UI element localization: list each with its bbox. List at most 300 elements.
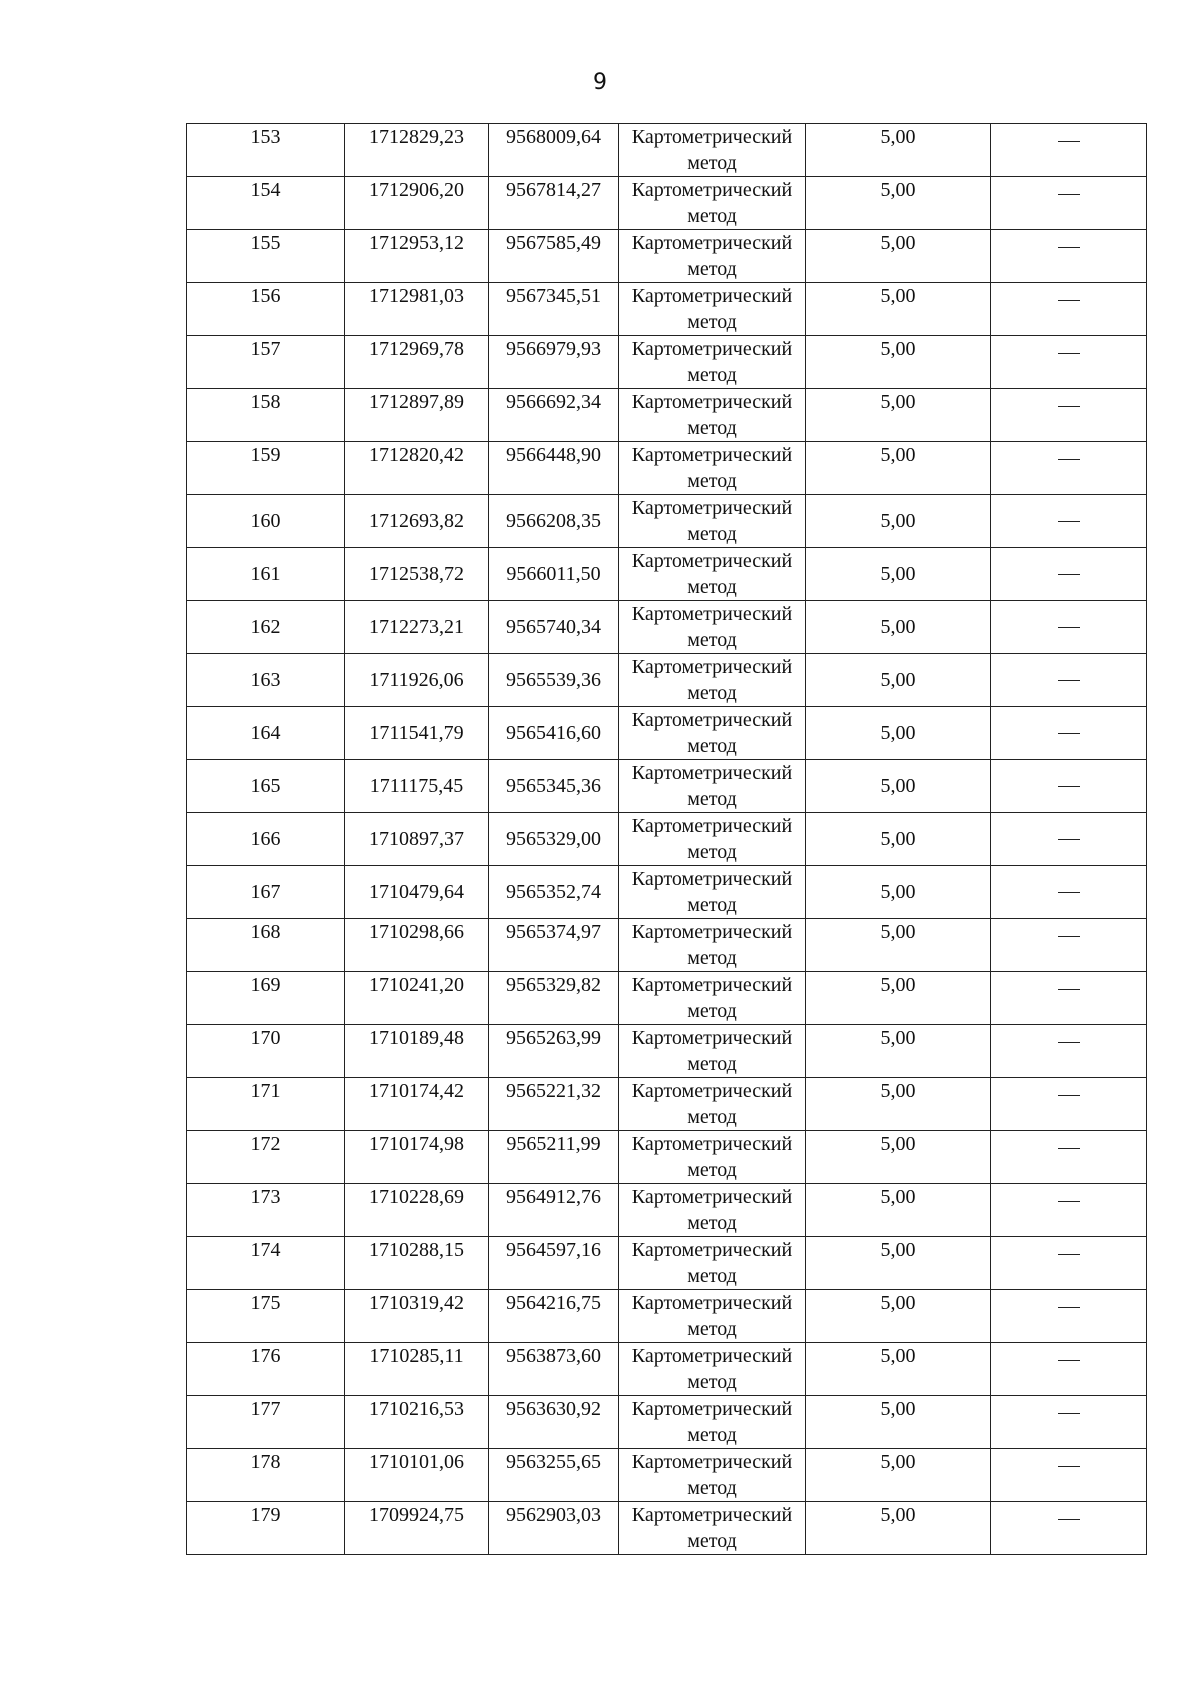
- dash-mark: [1058, 839, 1080, 840]
- cell-y-coordinate-text: 9567345,51: [506, 285, 601, 307]
- cell-point-number: [187, 230, 345, 283]
- cell-y-coordinate-text: 9565740,34: [506, 616, 601, 638]
- cell-y-coordinate-text: 9564216,75: [506, 1292, 601, 1314]
- cell-y-coordinate-text: 9565263,99: [506, 1027, 601, 1049]
- cell-note: [991, 972, 1147, 1025]
- cell-x-coordinate: [345, 1237, 489, 1290]
- method-line: Картометрический: [631, 1186, 793, 1208]
- cell-method: [619, 548, 806, 601]
- table-row: [187, 919, 1147, 972]
- method-line: Картометрический: [631, 1398, 793, 1420]
- method-line: метод: [687, 1212, 737, 1234]
- cell-accuracy: [806, 442, 991, 495]
- cell-accuracy-text: 5,00: [880, 828, 916, 850]
- cell-y-coordinate: [489, 1343, 619, 1396]
- dash-mark: [1058, 459, 1080, 460]
- cell-note: [991, 813, 1147, 866]
- cell-y-coordinate-text: 9568009,64: [506, 126, 601, 148]
- table-row: [187, 760, 1147, 813]
- cell-y-coordinate-text: 9565221,32: [506, 1080, 601, 1102]
- method-line: метод: [687, 1371, 737, 1393]
- page-number: 9: [593, 70, 607, 95]
- cell-accuracy: [806, 548, 991, 601]
- cell-point-number-text: 170: [250, 1027, 281, 1049]
- dash-mark: [1058, 1413, 1080, 1414]
- cell-method: [619, 177, 806, 230]
- cell-accuracy-text: 5,00: [880, 616, 916, 638]
- cell-method: [619, 654, 806, 707]
- cell-point-number-text: 154: [250, 179, 281, 201]
- cell-y-coordinate: [489, 919, 619, 972]
- dash-mark: [1058, 989, 1080, 990]
- cell-x-coordinate: [345, 389, 489, 442]
- table-row: [187, 177, 1147, 230]
- cell-x-coordinate: [345, 1502, 489, 1555]
- table-row: [187, 1290, 1147, 1343]
- method-line: Картометрический: [631, 1239, 793, 1261]
- cell-point-number: [187, 1237, 345, 1290]
- method-line: метод: [687, 788, 737, 810]
- cell-note: [991, 389, 1147, 442]
- cell-y-coordinate-text: 9565211,99: [506, 1133, 601, 1155]
- method-line: Картометрический: [631, 921, 793, 943]
- method-line: метод: [687, 1106, 737, 1128]
- cell-x-coordinate-text: 1710101,06: [369, 1451, 464, 1473]
- cell-x-coordinate: [345, 548, 489, 601]
- cell-accuracy: [806, 177, 991, 230]
- method-line: Картометрический: [631, 868, 793, 890]
- cell-y-coordinate: [489, 1290, 619, 1343]
- dash-mark: [1058, 353, 1080, 354]
- cell-x-coordinate-text: 1710319,42: [369, 1292, 464, 1314]
- method-line: Картометрический: [631, 338, 793, 360]
- cell-point-number: [187, 548, 345, 601]
- cell-point-number-text: 177: [250, 1398, 281, 1420]
- cell-method: [619, 1184, 806, 1237]
- cell-accuracy-text: 5,00: [880, 1451, 916, 1473]
- cell-x-coordinate: [345, 124, 489, 177]
- cell-x-coordinate: [345, 813, 489, 866]
- cell-point-number-text: 155: [250, 232, 281, 254]
- cell-point-number: [187, 972, 345, 1025]
- dash-mark: [1058, 141, 1080, 142]
- cell-y-coordinate: [489, 1131, 619, 1184]
- method-line: Картометрический: [631, 444, 793, 466]
- cell-point-number-text: 161: [250, 563, 281, 585]
- cell-accuracy-text: 5,00: [880, 974, 916, 996]
- table-row: [187, 1184, 1147, 1237]
- cell-point-number-text: 173: [250, 1186, 281, 1208]
- cell-point-number-text: 159: [250, 444, 281, 466]
- cell-point-number: [187, 919, 345, 972]
- cell-method: [619, 1396, 806, 1449]
- cell-accuracy: [806, 601, 991, 654]
- cell-accuracy-text: 5,00: [880, 1186, 916, 1208]
- cell-note: [991, 548, 1147, 601]
- cell-point-number-text: 162: [250, 616, 281, 638]
- cell-point-number: [187, 177, 345, 230]
- cell-x-coordinate: [345, 336, 489, 389]
- method-line: метод: [687, 1265, 737, 1287]
- cell-accuracy: [806, 1078, 991, 1131]
- method-line: Картометрический: [631, 1027, 793, 1049]
- method-line: метод: [687, 364, 737, 386]
- cell-x-coordinate: [345, 654, 489, 707]
- cell-method: [619, 230, 806, 283]
- table-row: [187, 1237, 1147, 1290]
- cell-accuracy: [806, 1237, 991, 1290]
- cell-point-number-text: 158: [250, 391, 281, 413]
- cell-accuracy-text: 5,00: [880, 722, 916, 744]
- cell-method: [619, 813, 806, 866]
- cell-y-coordinate: [489, 1078, 619, 1131]
- cell-accuracy-text: 5,00: [880, 1133, 916, 1155]
- cell-y-coordinate: [489, 707, 619, 760]
- cell-y-coordinate: [489, 124, 619, 177]
- cell-x-coordinate-text: 1710285,11: [369, 1345, 464, 1367]
- coordinates-table: [186, 123, 1147, 1555]
- cell-x-coordinate-text: 1711926,06: [369, 669, 464, 691]
- cell-point-number-text: 176: [250, 1345, 281, 1367]
- cell-y-coordinate-text: 9565345,36: [506, 775, 601, 797]
- cell-method: [619, 1343, 806, 1396]
- cell-method: [619, 1290, 806, 1343]
- table-row: [187, 866, 1147, 919]
- method-line: метод: [687, 417, 737, 439]
- method-line: метод: [687, 311, 737, 333]
- cell-accuracy-text: 5,00: [880, 1239, 916, 1261]
- cell-x-coordinate-text: 1712538,72: [369, 563, 464, 585]
- method-line: Картометрический: [631, 391, 793, 413]
- cell-x-coordinate: [345, 283, 489, 336]
- method-line: Картометрический: [631, 1133, 793, 1155]
- cell-x-coordinate: [345, 707, 489, 760]
- cell-point-number: [187, 1025, 345, 1078]
- cell-method: [619, 1078, 806, 1131]
- cell-accuracy: [806, 866, 991, 919]
- cell-accuracy: [806, 1025, 991, 1078]
- cell-accuracy: [806, 336, 991, 389]
- cell-x-coordinate-text: 1712981,03: [369, 285, 464, 307]
- cell-y-coordinate-text: 9563255,65: [506, 1451, 601, 1473]
- cell-y-coordinate: [489, 442, 619, 495]
- method-line: Картометрический: [631, 550, 793, 572]
- cell-note: [991, 283, 1147, 336]
- cell-x-coordinate-text: 1710216,53: [369, 1398, 464, 1420]
- cell-accuracy: [806, 1449, 991, 1502]
- cell-x-coordinate: [345, 601, 489, 654]
- cell-y-coordinate-text: 9565374,97: [506, 921, 601, 943]
- cell-accuracy-text: 5,00: [880, 338, 916, 360]
- cell-method: [619, 1025, 806, 1078]
- cell-y-coordinate-text: 9566692,34: [506, 391, 601, 413]
- method-line: Картометрический: [631, 1292, 793, 1314]
- cell-note: [991, 654, 1147, 707]
- method-line: метод: [687, 523, 737, 545]
- method-line: метод: [687, 258, 737, 280]
- method-line: метод: [687, 1424, 737, 1446]
- table-row: [187, 283, 1147, 336]
- cell-y-coordinate-text: 9562903,03: [506, 1504, 601, 1526]
- cell-y-coordinate-text: 9566208,35: [506, 510, 601, 532]
- table-row: [187, 495, 1147, 548]
- dash-mark: [1058, 1307, 1080, 1308]
- method-line: Картометрический: [631, 1504, 793, 1526]
- cell-y-coordinate: [489, 1502, 619, 1555]
- method-line: Картометрический: [631, 603, 793, 625]
- cell-method: [619, 124, 806, 177]
- cell-note: [991, 1343, 1147, 1396]
- cell-method: [619, 1449, 806, 1502]
- cell-note: [991, 177, 1147, 230]
- cell-point-number: [187, 1131, 345, 1184]
- method-line: метод: [687, 1477, 737, 1499]
- table-row: [187, 707, 1147, 760]
- method-line: метод: [687, 735, 737, 757]
- cell-x-coordinate: [345, 972, 489, 1025]
- cell-y-coordinate-text: 9565329,00: [506, 828, 601, 850]
- cell-y-coordinate: [489, 760, 619, 813]
- cell-x-coordinate-text: 1710174,98: [369, 1133, 464, 1155]
- cell-y-coordinate-text: 9566011,50: [506, 563, 601, 585]
- cell-x-coordinate-text: 1711175,45: [369, 775, 464, 797]
- cell-accuracy-text: 5,00: [880, 1292, 916, 1314]
- method-line: Картометрический: [631, 1080, 793, 1102]
- cell-accuracy-text: 5,00: [880, 669, 916, 691]
- cell-y-coordinate: [489, 972, 619, 1025]
- cell-y-coordinate: [489, 283, 619, 336]
- dash-mark: [1058, 1201, 1080, 1202]
- cell-point-number-text: 153: [250, 126, 281, 148]
- cell-point-number-text: 178: [250, 1451, 281, 1473]
- cell-y-coordinate: [489, 177, 619, 230]
- cell-accuracy: [806, 124, 991, 177]
- method-line: метод: [687, 576, 737, 598]
- cell-accuracy: [806, 707, 991, 760]
- method-line: Картометрический: [631, 974, 793, 996]
- cell-point-number: [187, 654, 345, 707]
- cell-accuracy-text: 5,00: [880, 1345, 916, 1367]
- cell-accuracy-text: 5,00: [880, 563, 916, 585]
- cell-point-number-text: 157: [250, 338, 281, 360]
- cell-point-number: [187, 336, 345, 389]
- table-row: [187, 230, 1147, 283]
- cell-accuracy-text: 5,00: [880, 179, 916, 201]
- cell-point-number: [187, 707, 345, 760]
- method-line: метод: [687, 947, 737, 969]
- table-row: [187, 1131, 1147, 1184]
- cell-y-coordinate: [489, 389, 619, 442]
- cell-method: [619, 866, 806, 919]
- cell-method: [619, 760, 806, 813]
- cell-accuracy: [806, 1502, 991, 1555]
- cell-x-coordinate: [345, 177, 489, 230]
- table-row: [187, 654, 1147, 707]
- cell-note: [991, 1184, 1147, 1237]
- cell-point-number: [187, 1343, 345, 1396]
- dash-mark: [1058, 247, 1080, 248]
- cell-point-number: [187, 1078, 345, 1131]
- dash-mark: [1058, 1042, 1080, 1043]
- cell-point-number: [187, 1396, 345, 1449]
- cell-x-coordinate-text: 1710228,69: [369, 1186, 464, 1208]
- method-line: метод: [687, 841, 737, 863]
- cell-x-coordinate-text: 1711541,79: [369, 722, 464, 744]
- method-line: метод: [687, 1159, 737, 1181]
- table-row: [187, 1343, 1147, 1396]
- cell-method: [619, 495, 806, 548]
- cell-accuracy-text: 5,00: [880, 444, 916, 466]
- cell-x-coordinate: [345, 1131, 489, 1184]
- cell-point-number: [187, 124, 345, 177]
- cell-y-coordinate: [489, 1449, 619, 1502]
- method-line: метод: [687, 152, 737, 174]
- cell-point-number-text: 166: [250, 828, 281, 850]
- method-line: Картометрический: [631, 762, 793, 784]
- cell-point-number: [187, 283, 345, 336]
- cell-y-coordinate-text: 9565352,74: [506, 881, 601, 903]
- cell-point-number-text: 163: [250, 669, 281, 691]
- cell-y-coordinate: [489, 230, 619, 283]
- cell-point-number-text: 169: [250, 974, 281, 996]
- cell-accuracy: [806, 1131, 991, 1184]
- cell-accuracy-text: 5,00: [880, 921, 916, 943]
- cell-x-coordinate-text: 1710897,37: [369, 828, 464, 850]
- cell-y-coordinate-text: 9564912,76: [506, 1186, 601, 1208]
- cell-note: [991, 1078, 1147, 1131]
- cell-accuracy: [806, 813, 991, 866]
- method-line: метод: [687, 1318, 737, 1340]
- cell-y-coordinate: [489, 1396, 619, 1449]
- cell-method: [619, 389, 806, 442]
- cell-note: [991, 760, 1147, 813]
- cell-note: [991, 336, 1147, 389]
- cell-method: [619, 601, 806, 654]
- table-row: [187, 389, 1147, 442]
- cell-accuracy-text: 5,00: [880, 126, 916, 148]
- dash-mark: [1058, 1519, 1080, 1520]
- cell-x-coordinate: [345, 760, 489, 813]
- cell-y-coordinate-text: 9563630,92: [506, 1398, 601, 1420]
- cell-y-coordinate-text: 9567814,27: [506, 179, 601, 201]
- cell-point-number: [187, 495, 345, 548]
- cell-note: [991, 495, 1147, 548]
- table-row: [187, 1025, 1147, 1078]
- cell-accuracy: [806, 1343, 991, 1396]
- cell-point-number: [187, 1184, 345, 1237]
- cell-accuracy: [806, 972, 991, 1025]
- dash-mark: [1058, 1466, 1080, 1467]
- cell-point-number-text: 167: [250, 881, 281, 903]
- cell-x-coordinate-text: 1712953,12: [369, 232, 464, 254]
- cell-accuracy: [806, 760, 991, 813]
- cell-x-coordinate-text: 1712693,82: [369, 510, 464, 532]
- cell-accuracy: [806, 389, 991, 442]
- cell-note: [991, 1025, 1147, 1078]
- method-line: Картометрический: [631, 126, 793, 148]
- cell-x-coordinate-text: 1710479,64: [369, 881, 464, 903]
- table-row: [187, 1502, 1147, 1555]
- table-row: [187, 1396, 1147, 1449]
- table-row: [187, 548, 1147, 601]
- cell-x-coordinate: [345, 1396, 489, 1449]
- cell-y-coordinate: [489, 654, 619, 707]
- method-line: метод: [687, 470, 737, 492]
- cell-y-coordinate-text: 9564597,16: [506, 1239, 601, 1261]
- cell-y-coordinate-text: 9566979,93: [506, 338, 601, 360]
- cell-x-coordinate: [345, 919, 489, 972]
- cell-x-coordinate-text: 1710241,20: [369, 974, 464, 996]
- cell-point-number: [187, 1449, 345, 1502]
- cell-x-coordinate-text: 1712273,21: [369, 616, 464, 638]
- cell-x-coordinate: [345, 1449, 489, 1502]
- cell-accuracy-text: 5,00: [880, 510, 916, 532]
- method-line: метод: [687, 1000, 737, 1022]
- cell-x-coordinate-text: 1710298,66: [369, 921, 464, 943]
- cell-x-coordinate: [345, 1290, 489, 1343]
- method-line: метод: [687, 205, 737, 227]
- dash-mark: [1058, 574, 1080, 575]
- cell-point-number: [187, 442, 345, 495]
- cell-point-number: [187, 389, 345, 442]
- dash-mark: [1058, 936, 1080, 937]
- cell-point-number: [187, 813, 345, 866]
- cell-accuracy: [806, 230, 991, 283]
- cell-point-number-text: 156: [250, 285, 281, 307]
- cell-point-number: [187, 601, 345, 654]
- cell-x-coordinate: [345, 1343, 489, 1396]
- cell-note: [991, 866, 1147, 919]
- method-line: метод: [687, 682, 737, 704]
- cell-y-coordinate-text: 9563873,60: [506, 1345, 601, 1367]
- method-line: Картометрический: [631, 232, 793, 254]
- cell-point-number-text: 179: [250, 1504, 281, 1526]
- coordinates-table-body: [187, 124, 1147, 1555]
- cell-x-coordinate: [345, 1078, 489, 1131]
- cell-accuracy: [806, 1184, 991, 1237]
- method-line: метод: [687, 1530, 737, 1552]
- cell-y-coordinate-text: 9565329,82: [506, 974, 601, 996]
- cell-y-coordinate: [489, 1237, 619, 1290]
- cell-x-coordinate-text: 1710288,15: [369, 1239, 464, 1261]
- cell-x-coordinate-text: 1710189,48: [369, 1027, 464, 1049]
- dash-mark: [1058, 733, 1080, 734]
- cell-accuracy-text: 5,00: [880, 1398, 916, 1420]
- cell-x-coordinate: [345, 1184, 489, 1237]
- dash-mark: [1058, 1254, 1080, 1255]
- dash-mark: [1058, 680, 1080, 681]
- cell-method: [619, 336, 806, 389]
- cell-note: [991, 1449, 1147, 1502]
- cell-note: [991, 442, 1147, 495]
- cell-point-number-text: 172: [250, 1133, 281, 1155]
- cell-accuracy-text: 5,00: [880, 232, 916, 254]
- cell-y-coordinate: [489, 1184, 619, 1237]
- cell-y-coordinate-text: 9566448,90: [506, 444, 601, 466]
- cell-x-coordinate: [345, 230, 489, 283]
- cell-note: [991, 124, 1147, 177]
- cell-accuracy-text: 5,00: [880, 1504, 916, 1526]
- cell-point-number-text: 171: [250, 1080, 281, 1102]
- cell-note: [991, 707, 1147, 760]
- cell-point-number-text: 175: [250, 1292, 281, 1314]
- cell-y-coordinate: [489, 495, 619, 548]
- table-row: [187, 1078, 1147, 1131]
- cell-note: [991, 1502, 1147, 1555]
- cell-point-number-text: 174: [250, 1239, 281, 1261]
- cell-y-coordinate: [489, 601, 619, 654]
- dash-mark: [1058, 406, 1080, 407]
